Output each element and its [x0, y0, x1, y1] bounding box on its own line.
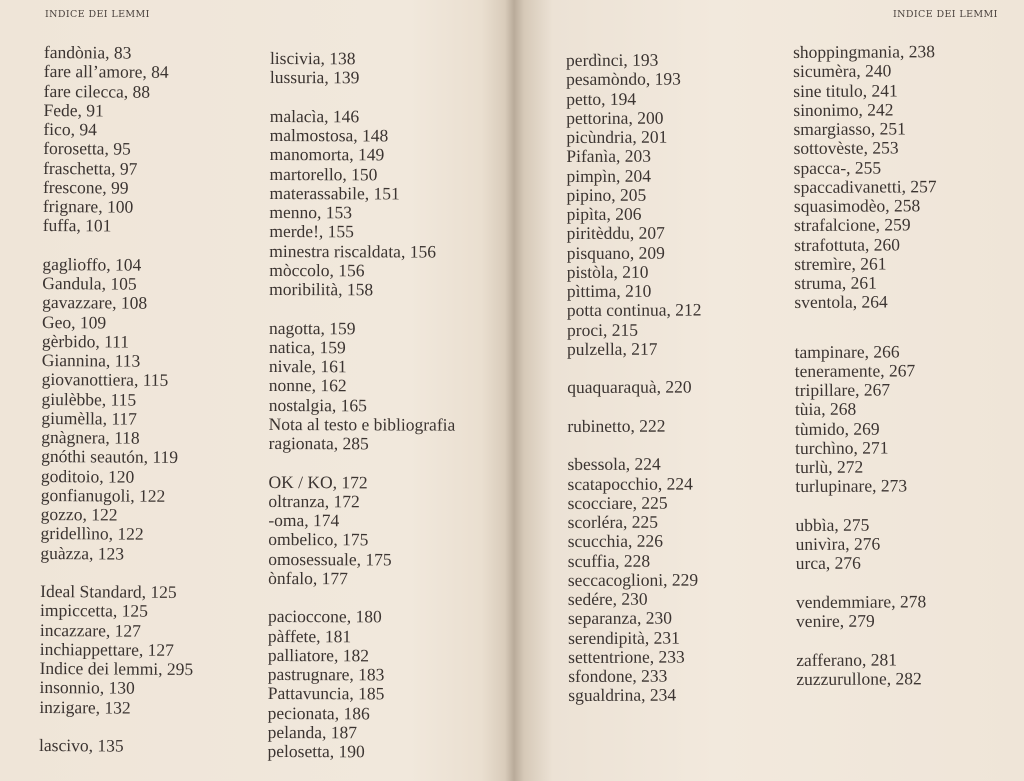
index-entry: fandònia, 83	[43, 42, 132, 63]
index-column-2	[267, 49, 456, 781]
index-entry: scocciare, 225	[567, 492, 668, 513]
index-entry: sventola, 264	[794, 291, 888, 313]
index-entry: nostalgia, 165	[268, 394, 367, 415]
index-entry: perdìnci, 193	[565, 49, 659, 70]
index-entry: sedére, 230	[567, 588, 648, 609]
index-letter-group	[567, 378, 702, 398]
index-entry: pecionata, 186	[267, 702, 370, 723]
index-entry: pacioccone, 180	[267, 606, 382, 627]
index-entry: gnàgnera, 118	[41, 426, 140, 448]
index-entry: frescone, 99	[42, 176, 129, 198]
index-entry: fraschetta, 97	[43, 157, 138, 179]
index-entry: pistòla, 210	[566, 261, 649, 282]
index-letter-group	[795, 515, 938, 573]
index-entry: tampinare, 266	[794, 340, 900, 362]
index-entry: fuffa, 101	[42, 215, 112, 236]
index-entry: seccacoglioni, 229	[567, 569, 699, 590]
index-entry: OK / KO, 172	[268, 471, 368, 492]
index-entry: fare cilecca, 88	[43, 80, 151, 102]
index-entry: giovanottiera, 115	[41, 369, 169, 391]
index-entry: pipino, 205	[566, 184, 647, 205]
index-entry: natica, 159	[268, 336, 346, 358]
index-entry: nonne, 162	[268, 375, 347, 396]
index-entry: Fede, 91	[43, 99, 104, 121]
index-entry: goditoio, 120	[40, 465, 135, 487]
index-entry: shoppingmania, 238	[792, 41, 936, 62]
index-entry: gonfianugoli, 122	[40, 484, 166, 506]
index-entry: guàzza, 123	[40, 542, 125, 564]
running-header-left: INDICE DEI LEMMI	[45, 9, 150, 20]
index-entry: zuzzurullone, 282	[796, 668, 922, 689]
index-entry: manomorta, 149	[269, 144, 385, 165]
index-letter-group	[270, 49, 457, 88]
index-entry: Giannina, 113	[41, 349, 141, 371]
index-entry: scorléra, 225	[567, 511, 659, 532]
index-entry: lussuria, 139	[269, 67, 360, 88]
index-entry: tripillare, 267	[794, 379, 891, 400]
index-entry: squasimodèo, 258	[793, 195, 921, 216]
index-entry: malmostosa, 148	[269, 124, 389, 146]
index-entry: tùmido, 269	[794, 418, 880, 439]
index-entry: gaglioffo, 104	[42, 253, 142, 275]
index-letter-group	[796, 592, 939, 631]
index-entry: teneramente, 267	[794, 360, 916, 381]
index-entry: ònfalo, 177	[268, 567, 348, 589]
index-letter-group	[567, 455, 703, 706]
index-letter-group	[566, 51, 702, 359]
index-entry: turlupinare, 273	[795, 475, 908, 497]
index-entry: smargiasso, 251	[793, 118, 906, 139]
index-entry: fare all’amore, 84	[43, 61, 169, 83]
index-entry: martorello, 150	[269, 163, 378, 184]
index-entry: frignare, 100	[42, 195, 134, 217]
index-entry: Nota al testo e bibliografia	[268, 413, 456, 435]
index-entry: strafottuta, 260	[794, 233, 901, 255]
index-entry: pimpìn, 204	[566, 165, 652, 186]
index-entry: nivale, 161	[268, 355, 347, 377]
index-entry: spacca-, 255	[793, 157, 882, 178]
index-entry: sfondone, 233	[568, 665, 668, 686]
index-entry: venire, 279	[795, 610, 875, 631]
index-entry: pisquano, 209	[566, 242, 665, 263]
index-entry: proci, 215	[566, 319, 638, 340]
index-entry: incazzare, 127	[39, 619, 142, 641]
index-entry: Indice dei lemmi, 295	[39, 657, 194, 680]
index-entry: struma, 261	[794, 272, 877, 293]
index-entry: menno, 153	[269, 201, 353, 223]
index-entry: giumèlla, 117	[41, 407, 138, 429]
index-entry: minestra riscaldata, 156	[269, 240, 437, 262]
index-entry: fico, 94	[43, 118, 97, 140]
index-letter-group	[793, 42, 937, 312]
index-letter-group	[567, 416, 702, 436]
index-entry: rubinetto, 222	[567, 415, 666, 436]
index-entry: Ideal Standard, 125	[40, 580, 177, 602]
index-column-1	[39, 43, 198, 776]
index-entry: spaccadivanetti, 257	[793, 176, 937, 197]
index-entry: turchìno, 271	[795, 437, 889, 458]
index-letter-group	[269, 318, 456, 453]
index-entry: gnóthi seautón, 119	[41, 446, 179, 468]
index-entry: pìttima, 210	[566, 280, 652, 301]
index-entry: merde!, 155	[269, 221, 354, 242]
index-entry: Gandula, 105	[42, 272, 137, 294]
index-letter-group	[269, 107, 456, 300]
index-entry: sottovèste, 253	[793, 137, 899, 159]
index-entry: oltranza, 172	[268, 490, 360, 512]
index-entry: pesamòndo, 193	[566, 68, 681, 90]
index-entry: quaquaraquà, 220	[567, 376, 692, 398]
index-entry: scatapocchio, 224	[567, 473, 693, 494]
index-entry: pipìta, 206	[566, 203, 642, 224]
index-entry: stremìre, 261	[794, 253, 887, 274]
index-entry: sine titulo, 241	[793, 79, 898, 101]
index-entry: pettorina, 200	[566, 107, 664, 128]
index-entry: gavazzare, 108	[42, 292, 148, 313]
index-entry: Geo, 109	[41, 311, 107, 332]
index-entry: lascivo, 135	[39, 734, 124, 756]
index-entry: urca, 276	[795, 552, 861, 574]
index-entry: Pifanìa, 203	[566, 145, 651, 167]
index-entry: petto, 194	[566, 88, 637, 109]
index-entry: ragionata, 285	[268, 432, 369, 454]
index-entry: gozzo, 122	[40, 503, 118, 525]
index-entry: nagotta, 159	[268, 317, 356, 338]
index-entry: settentrione, 233	[568, 646, 685, 667]
index-column-3	[566, 51, 703, 725]
index-entry: malacìa, 146	[269, 105, 360, 127]
index-entry: sinonimo, 242	[793, 99, 894, 120]
index-entry: zafferano, 281	[796, 648, 898, 670]
index-entry: serendipità, 231	[568, 627, 680, 648]
index-entry: materassabile, 151	[269, 182, 400, 204]
index-entry: picùndria, 201	[566, 126, 668, 147]
index-letter-group	[39, 736, 193, 756]
index-entry: pàffete, 181	[267, 625, 352, 646]
index-entry: moribilità, 158	[269, 278, 374, 300]
index-entry: ombelico, 175	[268, 529, 369, 550]
index-entry: scucchia, 226	[567, 530, 663, 552]
index-entry: scuffia, 228	[567, 550, 651, 571]
index-entry: vendemmiare, 278	[795, 591, 927, 612]
index-entry: pelanda, 187	[267, 721, 358, 743]
index-entry: palliatore, 182	[267, 644, 369, 666]
index-entry: univìra, 276	[795, 533, 881, 554]
index-entry: gèrbido, 111	[41, 330, 130, 352]
index-entry: liscivia, 138	[269, 48, 356, 69]
index-entry: giulèbbe, 115	[41, 388, 137, 410]
index-entry: inzigare, 132	[39, 696, 131, 718]
index-letter-group	[40, 255, 196, 564]
index-entry: strafalcione, 259	[793, 214, 911, 236]
index-entry: -oma, 174	[268, 509, 340, 531]
index-entry: tùia, 268	[794, 398, 857, 420]
index-entry: forosetta, 95	[43, 138, 131, 159]
index-entry: potta continua, 212	[566, 299, 702, 321]
index-entry: mòccolo, 156	[269, 259, 365, 281]
index-entry: insonnio, 130	[39, 677, 135, 698]
index-letter-group	[795, 342, 939, 497]
index-entry: pelosetta, 190	[267, 740, 365, 762]
index-entry: turlù, 272	[795, 456, 864, 477]
index-letter-group	[268, 607, 455, 762]
index-entry: sicumèra, 240	[793, 60, 892, 82]
index-entry: Pattavuncia, 185	[267, 683, 385, 704]
running-header-right: INDICE DEI LEMMI	[893, 9, 998, 20]
index-letter-group	[39, 582, 194, 718]
index-entry: omosessuale, 175	[268, 548, 392, 569]
index-entry: ubbìa, 275	[795, 514, 870, 535]
index-entry: separanza, 230	[567, 607, 672, 629]
index-entry: sbessola, 224	[567, 453, 661, 475]
index-column-4	[793, 42, 939, 708]
index-entry: piritèddu, 207	[566, 222, 665, 244]
index-entry: impiccetta, 125	[39, 600, 148, 621]
index-entry: sgualdrina, 234	[568, 684, 677, 706]
index-entry: gridellìno, 122	[40, 523, 144, 544]
index-entry: inchiappettare, 127	[39, 638, 174, 660]
index-letter-group	[796, 650, 939, 689]
index-entry: pulzella, 217	[567, 338, 658, 359]
index-letter-group	[268, 472, 455, 588]
index-letter-group	[43, 43, 198, 237]
index-entry: pastrugnare, 183	[267, 663, 385, 685]
